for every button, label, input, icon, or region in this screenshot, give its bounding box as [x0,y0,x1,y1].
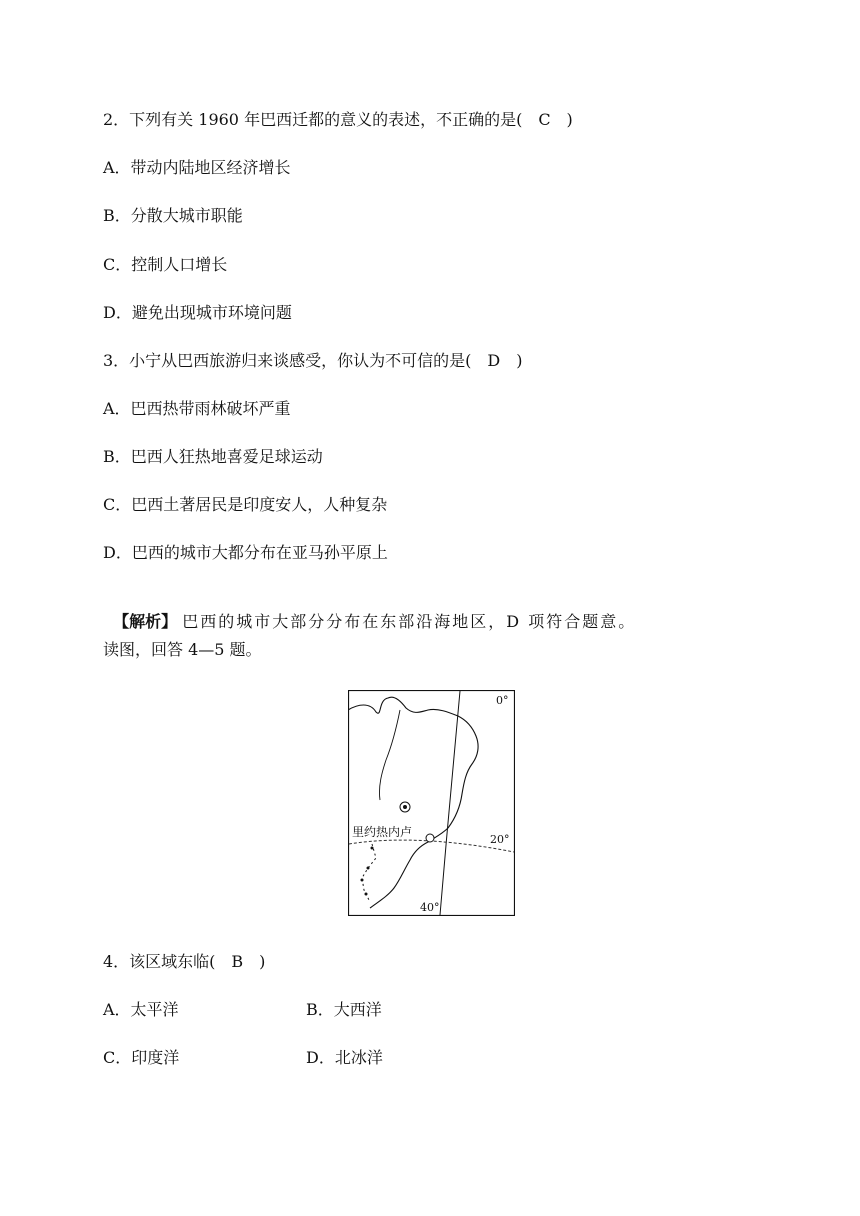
q2-option-b: B．分散大城市职能 [103,206,243,225]
rio-city-marker [426,834,434,842]
q3-option-c: C．巴西土著居民是印度安人，人种复杂 [103,495,388,514]
label-rio: 里约热内卢 [352,825,413,839]
q4-option-d: D．北冰洋 [306,1048,383,1067]
analysis-label: 【解析】 [113,612,178,631]
q4-stem: 4．该区域东临( B ) [103,952,266,971]
q3-option-d: D．巴西的城市大都分布在亚马孙平原上 [103,543,388,562]
q2-stem: 2．下列有关 1960 年巴西迁都的意义的表述，不正确的是( C ) [103,110,573,129]
label-lat-20: 20° [490,833,510,846]
map-frame [349,691,515,916]
q3-analysis [103,592,636,632]
q4-option-b: B．大西洋 [306,1000,382,1019]
q3-option-a: A．巴西热带雨林破坏严重 [103,399,291,418]
south-america-map [348,690,515,916]
q4-option-a: A．太平洋 [103,1000,179,1019]
capital-symbol-inner [403,805,407,809]
q3-stem: 3．小宁从巴西旅游归来谈感受，你认为不可信的是( D ) [103,351,523,370]
label-lat-0: 0° [496,694,509,707]
q2-option-a: A．带动内陆地区经济增长 [103,158,291,177]
analysis-text: 巴西的城市大部分分布在东部沿海地区，D 项符合题意。 [182,612,637,631]
q4-option-c: C．印度洋 [103,1048,180,1067]
label-lon-40: 40° [420,901,440,914]
q3-option-b: B．巴西人狂热地喜爱足球运动 [103,447,323,466]
map-intro: 读图，回答 4—5 题。 [103,640,262,659]
q2-option-c: C．控制人口增长 [103,255,228,274]
q2-option-d: D．避免出现城市环境问题 [103,303,292,322]
